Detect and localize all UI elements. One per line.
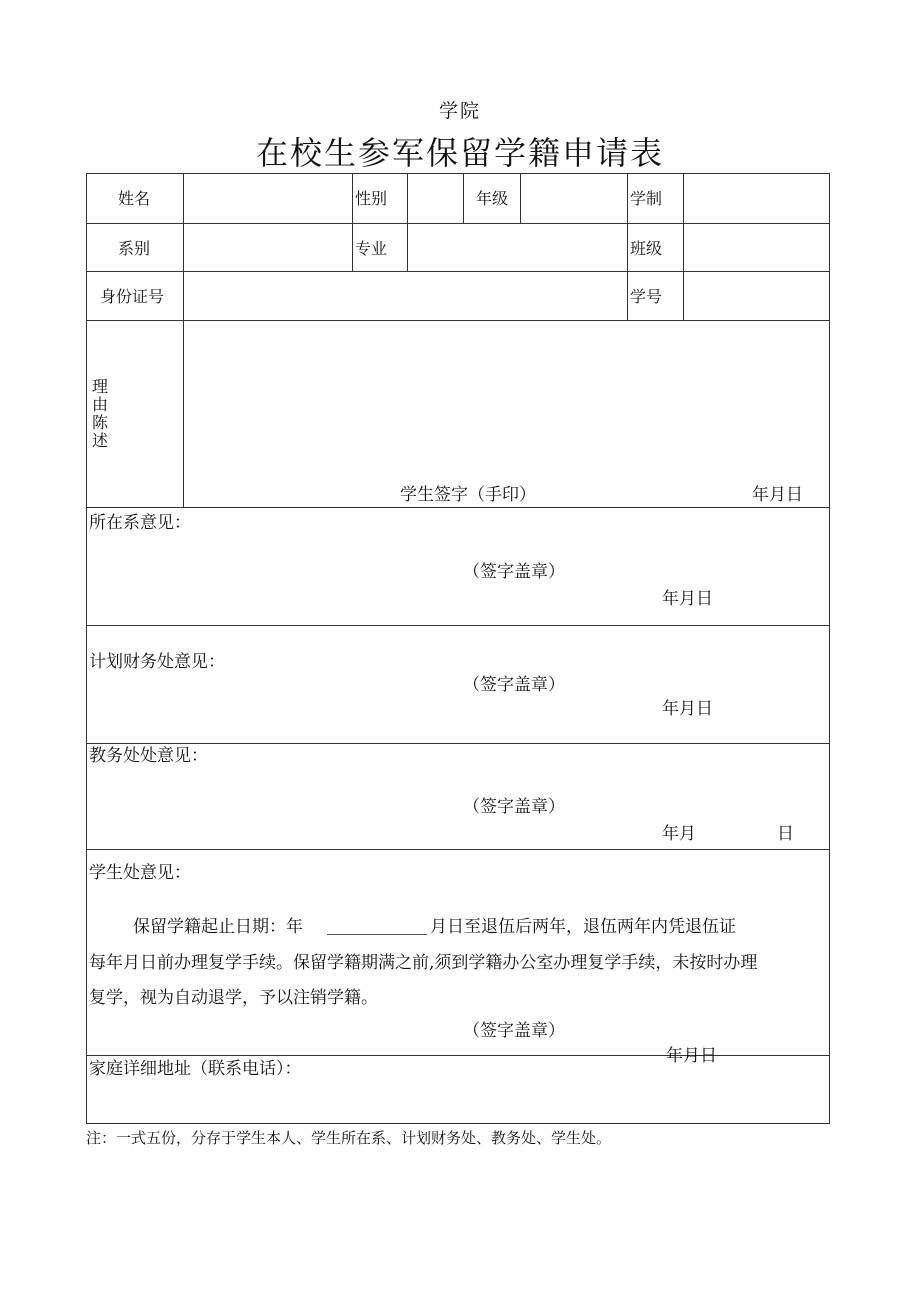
column-divider (683, 173, 684, 320)
label-id-card: 身份证号 (100, 287, 165, 306)
academic-date-day: 日 (777, 824, 794, 844)
row-divider (86, 849, 830, 850)
column-divider (627, 173, 628, 320)
label-reason: 理 由 陈 述 (91, 377, 108, 450)
row-divider (86, 223, 830, 224)
retention-terms-line3: 复学，视为自动退学，予以注销学籍。 (89, 988, 378, 1008)
label-student-number: 学号 (630, 287, 663, 306)
label-major: 专业 (355, 239, 388, 258)
label-gender: 性别 (355, 189, 388, 208)
label-school-system: 学制 (630, 189, 663, 208)
row-divider (86, 625, 830, 626)
label-department: 系别 (118, 239, 151, 258)
row-divider (86, 743, 830, 744)
department-date: 年月日 (662, 589, 713, 609)
retention-terms-line2: 每年月日前办理复学手续。保留学籍期满之前,须到学籍办公室办理复学手续，未按时办理 (89, 953, 758, 973)
reason-date: 年月日 (752, 485, 803, 505)
date-blank-line (327, 934, 427, 935)
college-name: 学院 (438, 100, 481, 122)
row-divider (86, 271, 830, 272)
finance-seal: （签字盖章） (463, 675, 565, 695)
finance-date: 年月日 (662, 699, 713, 719)
label-grade: 年级 (476, 189, 509, 208)
label-student-affairs-opinion: 学生处意见： (89, 863, 191, 883)
label-department-opinion: 所在系意见： (89, 513, 191, 533)
academic-date-month: 年月 (662, 824, 696, 844)
form-table (86, 173, 830, 1124)
label-class: 班级 (630, 239, 663, 258)
retention-period-start: 保留学籍起止日期：年 (133, 917, 303, 937)
row-divider (86, 1055, 830, 1056)
label-finance-opinion: 计划财务处意见： (89, 652, 225, 672)
department-seal: （签字盖章） (463, 562, 565, 582)
column-divider (183, 173, 184, 507)
footnote: 注：一式五份，分存于学生本人、学生所在系、计划财务处、教务处、学生处。 (86, 1129, 612, 1147)
label-name: 姓名 (118, 189, 151, 208)
column-divider (352, 173, 353, 271)
label-family-address: 家庭详细地址（联系电话）： (89, 1059, 302, 1079)
row-divider (86, 507, 830, 508)
column-divider (463, 173, 464, 223)
label-academic-opinion: 教务处处意见： (89, 746, 208, 766)
form-title: 在校生参军保留学籍申请表 (255, 134, 664, 172)
academic-seal: （签字盖章） (463, 797, 565, 817)
student-signature-label: 学生签字（手印） (400, 485, 536, 505)
row-divider (86, 320, 830, 321)
retention-period-end: 月日至退伍后两年，退伍两年内凭退伍证 (430, 917, 736, 937)
column-divider (520, 173, 521, 223)
column-divider (407, 173, 408, 271)
student-affairs-seal: （签字盖章） (463, 1021, 565, 1041)
student-affairs-date-clipped: 年月日 (666, 1046, 717, 1066)
